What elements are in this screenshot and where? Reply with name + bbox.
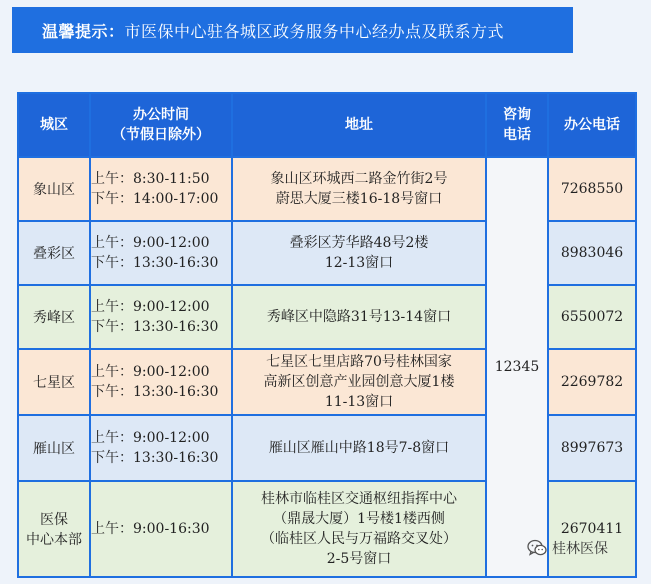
banner-text: 市医保中心驻各城区政务服务中心经办点及联系方式	[124, 21, 505, 41]
service-points-table	[17, 92, 637, 578]
banner-separator: ：	[108, 21, 125, 41]
office-phone-cell: 6550072	[549, 286, 635, 350]
notice-banner	[12, 7, 573, 53]
header-address: 地址	[233, 94, 487, 158]
address-cell: 叠彩区芳华路48号2楼 12-13窗口	[233, 222, 487, 286]
header-hours: 办公时间 （节假日除外）	[91, 94, 233, 158]
hours-cell: 上午：8:30-11:50 下午：14:00-17:00	[91, 158, 233, 222]
district-cell: 医保 中心本部	[19, 482, 91, 576]
district-cell: 雁山区	[19, 416, 91, 482]
office-phone-cell: 8997673	[549, 416, 635, 482]
hours-cell: 上午：9:00-12:00 下午：13:30-16:30	[91, 416, 233, 482]
banner-prefix: 温馨提示	[42, 21, 109, 41]
address-cell: 桂林市临桂区交通枢纽指挥中心 （鼎晟大厦）1号楼1楼西侧 （临桂区人民与万福路交叉处） 2-5号窗口	[233, 482, 487, 576]
hours-cell: 上午：9:00-12:00 下午：13:30-16:30	[91, 222, 233, 286]
hours-cell: 上午：9:00-16:30	[91, 482, 233, 576]
district-cell: 七星区	[19, 350, 91, 416]
district-cell: 秀峰区	[19, 286, 91, 350]
district-cell: 叠彩区	[19, 222, 91, 286]
header-office-phone: 办公电话	[549, 94, 635, 158]
office-phone-cell: 7268550	[549, 158, 635, 222]
watermark	[527, 537, 608, 559]
office-phone-cell: 2269782	[549, 350, 635, 416]
hours-cell: 上午：9:00-12:00 下午：13:30-16:30	[91, 350, 233, 416]
table-header-row	[19, 94, 635, 158]
address-cell: 象山区环城西二路金竹街2号 蔚思大厦三楼16-18号窗口	[233, 158, 487, 222]
header-consult-phone: 咨询 电话	[487, 94, 549, 158]
consult-phone-cell: 12345	[487, 158, 549, 576]
address-cell: 秀峰区中隐路31号13-14窗口	[233, 286, 487, 350]
header-district: 城区	[19, 94, 91, 158]
address-cell: 七星区七里店路70号桂林国家 高新区创意产业园创意大厦1楼 11-13窗口	[233, 350, 487, 416]
district-cell: 象山区	[19, 158, 91, 222]
hours-cell: 上午：9:00-12:00 下午：13:30-16:30	[91, 286, 233, 350]
address-cell: 雁山区雁山中路18号7-8窗口	[233, 416, 487, 482]
watermark-text: 桂林医保	[552, 541, 608, 557]
office-phone-cell: 2670411	[549, 482, 635, 576]
table-row	[19, 158, 635, 222]
wechat-icon	[527, 539, 547, 557]
office-phone-cell: 8983046	[549, 222, 635, 286]
